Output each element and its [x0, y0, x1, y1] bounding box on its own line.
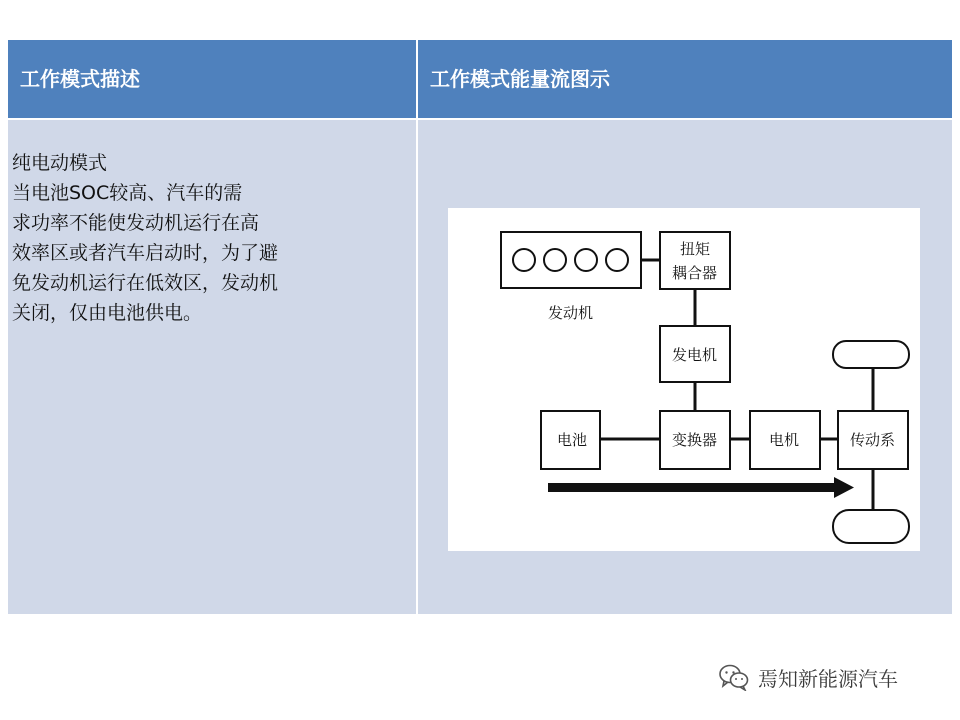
battery-label: 电池: [557, 431, 588, 449]
header-energy-flow: 工作模式能量流图示: [418, 40, 952, 118]
drivetrain-label: 传动系: [850, 431, 896, 449]
torque-coupler-label: 扭矩: [680, 240, 711, 258]
wechat-icon: [718, 663, 750, 691]
description-line: 纯电动模式: [12, 152, 108, 174]
wheel-top: [833, 341, 909, 368]
converter-label: 变换器: [672, 431, 718, 449]
wheel-bottom: [833, 510, 909, 543]
engine-block: [501, 232, 641, 288]
watermark-text: 焉知新能源汽车: [758, 666, 898, 691]
description-line: 求功率不能使发动机运行在高: [12, 212, 260, 234]
description-line: 关闭，仅由电池供电。: [12, 302, 203, 324]
energy-flow-arrow: [548, 477, 854, 498]
energy-flow-diagram: [448, 208, 920, 551]
watermark: [718, 662, 898, 692]
description-line: 当电池SOC较高、汽车的需: [12, 182, 243, 204]
mode-description: [12, 148, 278, 328]
torque-coupler-label: 耦合器: [672, 264, 718, 282]
engine-label: 发动机: [548, 304, 594, 322]
description-line: 免发动机运行在低效区，发动机: [12, 272, 279, 294]
motor-label: 电机: [769, 431, 800, 449]
header-mode-description: 工作模式描述: [8, 40, 416, 118]
description-line: 效率区或者汽车启动时，为了避: [12, 242, 279, 264]
generator-label: 发电机: [672, 346, 718, 364]
